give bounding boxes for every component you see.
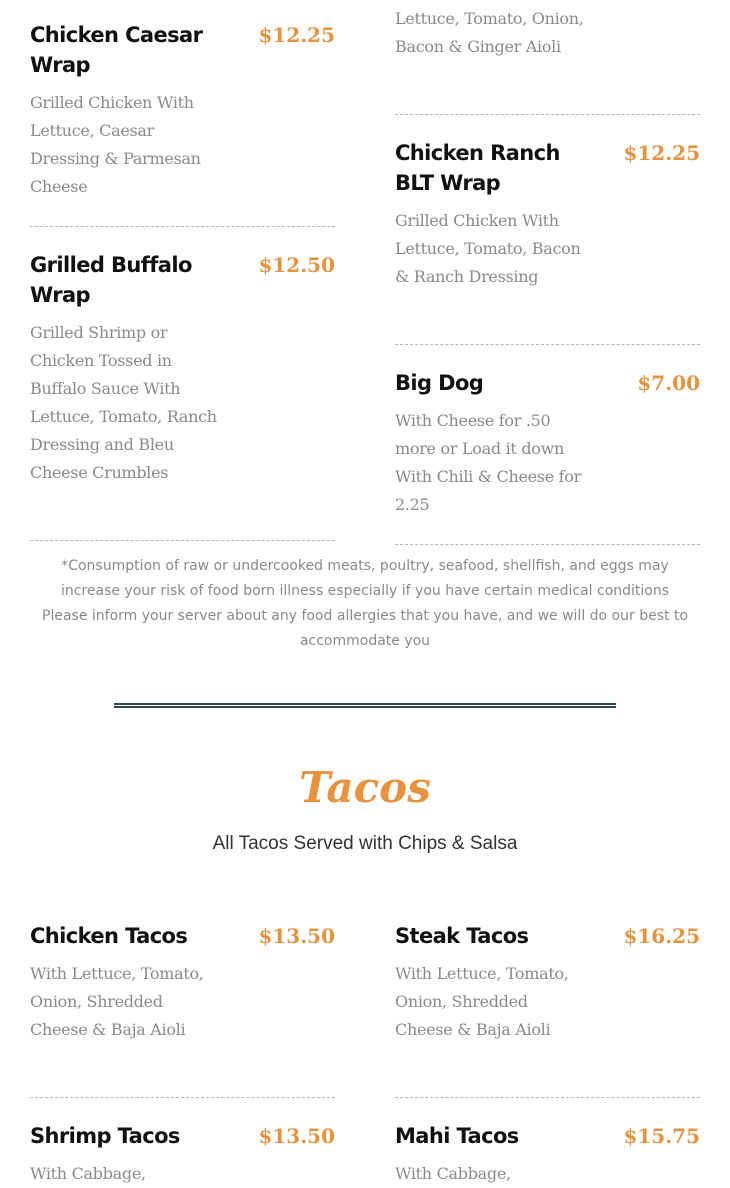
section-divider xyxy=(114,703,616,708)
item-name: Mahi Tacos xyxy=(395,1124,519,1148)
item-price: $12.50 xyxy=(258,253,335,277)
item-description: Grilled Chicken With Lettuce, Tomato, Bacon & Ranch Dressing xyxy=(395,211,581,286)
section-title: Tacos xyxy=(299,763,431,812)
item-price: $13.50 xyxy=(258,924,335,948)
item-price: $7.00 xyxy=(637,371,700,395)
item-price: $15.75 xyxy=(623,1124,700,1148)
item-name: Chicken Caesar Wrap xyxy=(30,23,203,77)
item-description: Lettuce, Tomato, Onion, Bacon & Ginger Aioli xyxy=(395,9,584,56)
item-price: $12.25 xyxy=(258,23,335,47)
item-description: Grilled Shrimp or Chicken Tossed in Buffalo Sauce With Lettuce, Tomato, Ranch Dressing and Bleu Cheese Crumbles xyxy=(30,323,217,482)
item-price: $16.25 xyxy=(623,924,700,948)
item-description: Grilled Chicken With Lettuce, Caesar Dressing & Parmesan Cheese xyxy=(30,93,201,196)
item-description: With Cheese for .50 more or Load it down With Chili & Cheese for 2.25 xyxy=(395,411,581,514)
item-description: With Lettuce, Tomato, Onion, Shredded Cheese & Baja Aioli xyxy=(395,964,569,1039)
item-name: Chicken Tacos xyxy=(30,924,188,948)
item-description: With Cabbage, xyxy=(30,1164,146,1183)
item-name: Grilled Buffalo Wrap xyxy=(30,253,192,307)
item-name: Shrimp Tacos xyxy=(30,1124,180,1148)
item-divider xyxy=(395,114,700,115)
item-name: Chicken Ranch BLT Wrap xyxy=(395,141,560,195)
item-price: $12.25 xyxy=(623,141,700,165)
allergy-notice: Please inform your server about any food allergies that you have, and we will do our best to accommodate you xyxy=(42,608,688,649)
item-divider xyxy=(395,1097,700,1098)
item-price: $13.50 xyxy=(258,1124,335,1148)
item-name: Steak Tacos xyxy=(395,924,529,948)
item-divider xyxy=(30,226,335,227)
item-divider xyxy=(395,544,700,545)
item-name: Big Dog xyxy=(395,371,484,395)
item-divider xyxy=(30,540,335,541)
item-divider xyxy=(30,1097,335,1098)
section-subtitle: All Tacos Served with Chips & Salsa xyxy=(212,833,518,854)
consumption-warning: *Consumption of raw or undercooked meats, poultry, seafood, shellfish, and eggs may increase your risk of food born illness especially if you have certain medical conditions xyxy=(60,558,670,599)
food-safety-disclaimer xyxy=(30,554,700,654)
item-description: With Lettuce, Tomato, Onion, Shredded Cheese & Baja Aioli xyxy=(30,964,204,1039)
item-description: With Cabbage, xyxy=(395,1164,511,1183)
item-divider xyxy=(395,344,700,345)
